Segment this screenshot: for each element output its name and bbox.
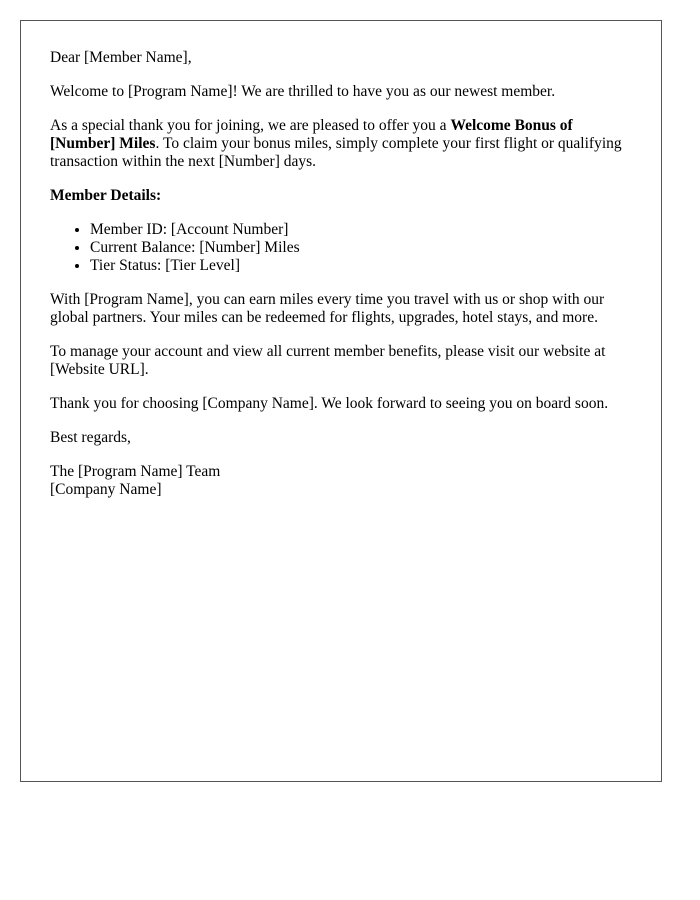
offer-outro: . To claim your bonus miles, simply complete your first flight or qualifying transaction within the next [Number] days. [50,135,622,170]
member-id-item: • Member ID: [Account Number] [90,221,640,239]
member-details-heading: Member Details: [50,187,162,204]
closing: Best regards, [50,429,131,446]
earn-paragraph: With [Program Name], you can earn miles every time you travel with us or shop with our global partners. Your miles can be redeemed for flights, upgrades, hotel stays, and more. [50,291,605,326]
signature-company: [Company Name] [50,481,162,498]
current-balance-item: • Current Balance: [Number] Miles [90,239,640,257]
letter-body [50,49,640,515]
letter-frame [20,20,662,782]
member-details-list [50,221,640,275]
thanks-paragraph: Thank you for choosing [Company Name]. We look forward to seeing you on board soon. [50,395,609,412]
greeting: Dear [Member Name], [50,49,192,66]
welcome-bonus: Welcome Bonus of [Number] Miles [50,117,573,152]
tier-status-item: • Tier Status: [Tier Level] [90,257,640,275]
signature-team: The [Program Name] Team [50,463,221,480]
welcome-paragraph: Welcome to [Program Name]! We are thrilled to have you as our newest member. [50,83,556,100]
offer-paragraph [50,117,640,171]
offer-intro: As a special thank you for joining, we are pleased to offer you a [50,117,451,134]
manage-paragraph: To manage your account and view all current member benefits, please visit our website at [Website URL]. [50,343,606,378]
signature-block [50,463,640,499]
